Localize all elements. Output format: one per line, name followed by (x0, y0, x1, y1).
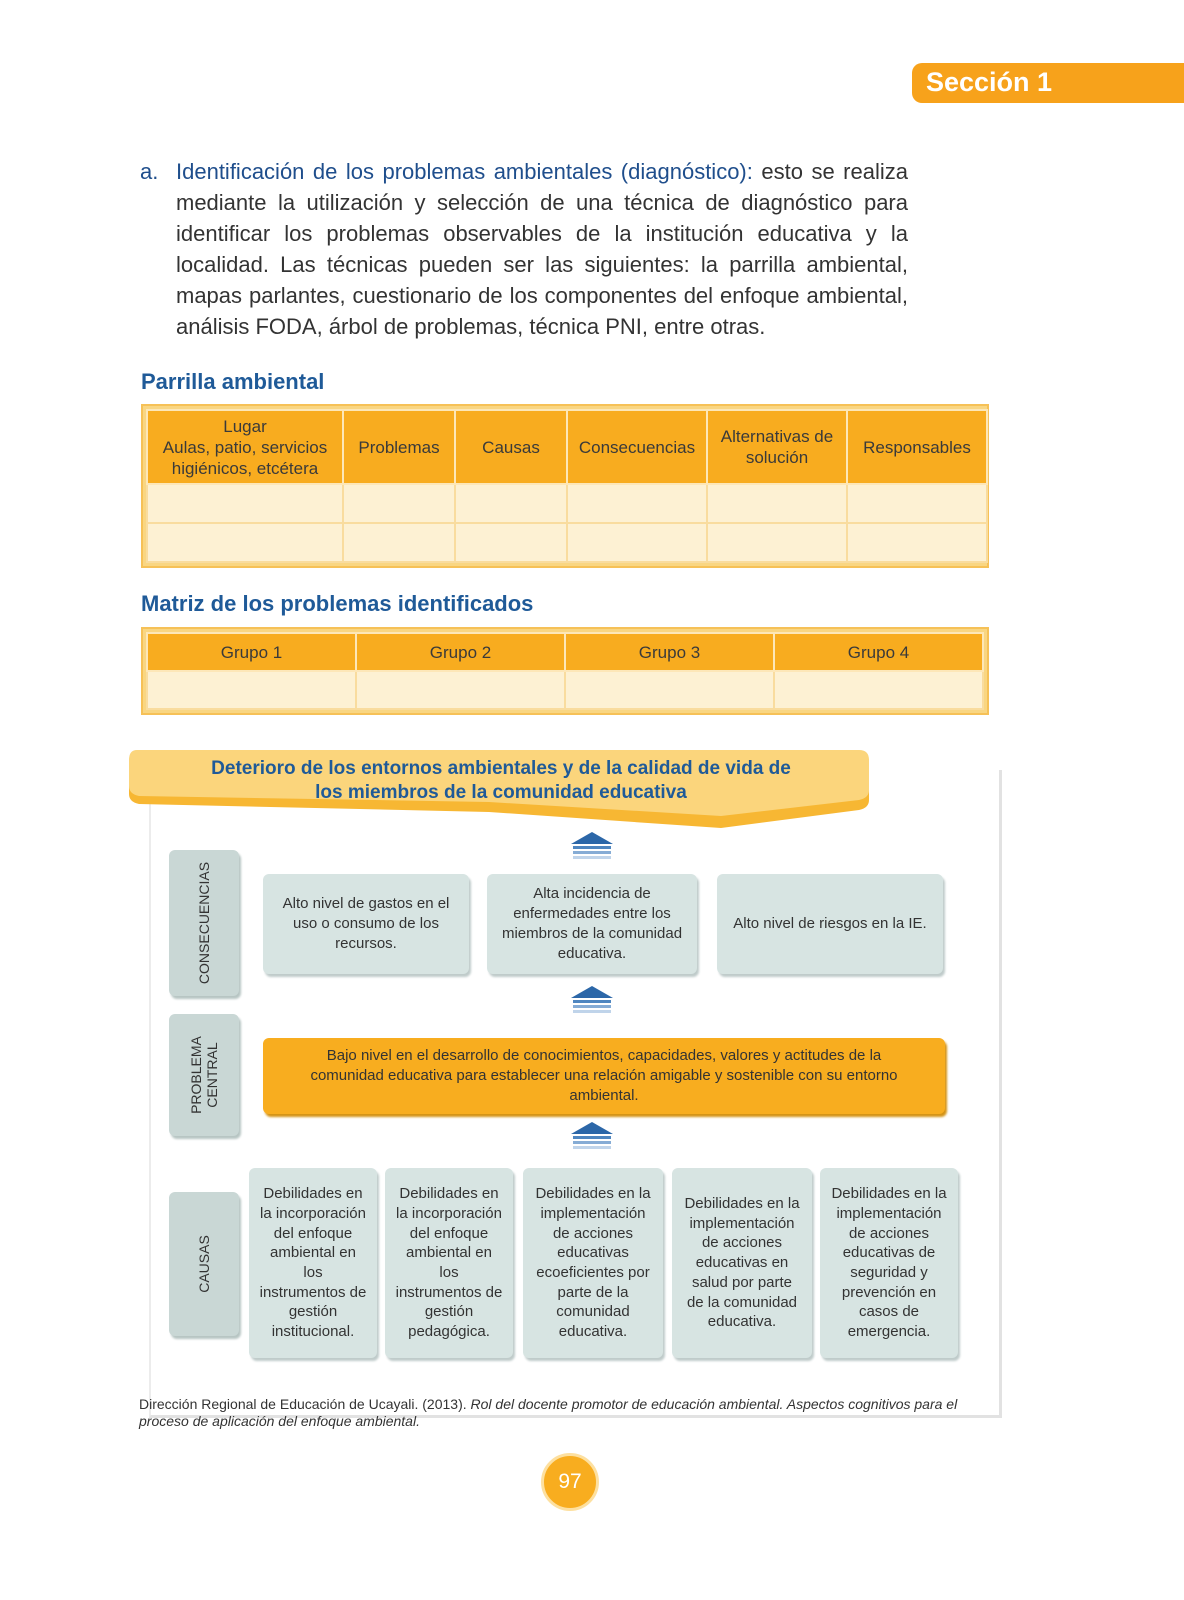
parrilla-table (141, 404, 989, 568)
matriz-header-grupo-4: Grupo 4 (774, 633, 983, 671)
table-cell[interactable] (455, 523, 567, 562)
side-label-central (169, 1014, 239, 1136)
side-label-causes (169, 1192, 239, 1336)
central-problem-box: Bajo nivel en el desarrollo de conocimientos, capacidades, valores y actitudes de la comunidad educativa para establecer una relación amigable y sostenible con su entorno ambiental. (263, 1038, 945, 1114)
parrilla-title: Parrilla ambiental (141, 369, 325, 394)
arrow-up-icon (569, 1122, 615, 1152)
table-cell[interactable] (343, 523, 455, 562)
parrilla-header-causas: Causas (455, 410, 567, 484)
table-row (147, 484, 987, 523)
side-label-consequences (169, 850, 239, 996)
table-cell[interactable] (147, 523, 343, 562)
table-cell[interactable] (774, 671, 983, 709)
table-cell[interactable] (147, 671, 356, 709)
side-label-text: CAUSAS (196, 1235, 212, 1293)
parrilla-header-alternativas: Alternativas de solución (707, 410, 847, 484)
matriz-header-grupo-3: Grupo 3 (565, 633, 774, 671)
effect-text: Deterioro de los entornos ambientales y de la calidad de vida de los miembros de la comunidad educativa (211, 758, 791, 803)
citation-author: Dirección Regional de Educación de Ucayali. (2013). (139, 1396, 467, 1412)
section-tab (912, 63, 1184, 103)
matriz-header-grupo-2: Grupo 2 (356, 633, 565, 671)
intro-paragraph (140, 156, 908, 342)
matriz-header-grupo-1: Grupo 1 (147, 633, 356, 671)
table-cell[interactable] (567, 523, 707, 562)
citation-title: Rol del docente promotor de educación ambiental. Aspectos cognitivos para el proceso de aplicación del enfoque ambiental. (139, 1396, 958, 1429)
side-label-line-1: PROBLEMA (188, 1036, 204, 1114)
intro-highlight: Identificación de los problemas ambientales (diagnóstico): (176, 159, 753, 184)
table-row (147, 523, 987, 562)
problem-tree-diagram (141, 758, 1005, 1430)
table-cell[interactable] (707, 523, 847, 562)
matriz-table (141, 627, 989, 715)
table-cell[interactable] (847, 523, 987, 562)
parrilla-header-lugar: Lugar Aulas, patio, servicios higiénicos, etcétera (147, 410, 343, 484)
consequence-box: Alto nivel de gastos en el uso o consumo de los recursos. (263, 874, 469, 974)
table-cell[interactable] (707, 484, 847, 523)
table-cell[interactable] (847, 484, 987, 523)
consequence-box: Alto nivel de riesgos en la IE. (717, 874, 943, 974)
table-cell[interactable] (147, 484, 343, 523)
page-number: 97 (541, 1453, 599, 1511)
table-cell[interactable] (567, 484, 707, 523)
table-cell[interactable] (343, 484, 455, 523)
arrow-up-icon (569, 832, 615, 862)
table-cell[interactable] (455, 484, 567, 523)
side-label-line-2: CENTRAL (204, 1042, 220, 1108)
side-label-text: CONSECUENCIAS (196, 861, 212, 985)
cause-box: Debilidades en la implementación de acciones educativas de seguridad y prevención en casos de emergencia. (820, 1168, 958, 1358)
matriz-title: Matriz de los problemas identificados (141, 591, 534, 616)
table-row (147, 671, 983, 709)
table-cell[interactable] (356, 671, 565, 709)
cause-box: Debilidades en la implementación de acciones educativas ecoeficientes por parte de la comunidad educativa. (523, 1168, 663, 1358)
intro-text: esto se realiza mediante la utilización y selección de una técnica de diagnóstico para identificar los problemas observables de la institución educativa y la localidad. Las técnicas pueden ser las siguientes: la parrilla ambiental, mapas parlantes, cuestionario de los componentes del enfoque ambiental, análisis FODA, árbol de problemas, técnica PNI, entre otras. (176, 159, 908, 339)
cause-box: Debilidades en la implementación de acciones educativas en salud por parte de la comunidad educativa. (672, 1168, 812, 1358)
cause-box: Debilidades en la incorporación del enfoque ambiental en los instrumentos de gestión institucional. (249, 1168, 377, 1358)
consequence-box: Alta incidencia de enfermedades entre los miembros de la comunidad educativa. (487, 874, 697, 974)
parrilla-header-problemas: Problemas (343, 410, 455, 484)
table-cell[interactable] (565, 671, 774, 709)
parrilla-header-consecuencias: Consecuencias (567, 410, 707, 484)
section-label: Sección 1 (926, 67, 1053, 97)
cause-box: Debilidades en la incorporación del enfoque ambiental en los instrumentos de gestión pedagógica. (385, 1168, 513, 1358)
side-label-text (188, 1036, 220, 1114)
citation (139, 1396, 999, 1430)
list-letter: a. (140, 159, 159, 184)
parrilla-header-responsables: Responsables (847, 410, 987, 484)
arrow-up-icon (569, 986, 615, 1016)
